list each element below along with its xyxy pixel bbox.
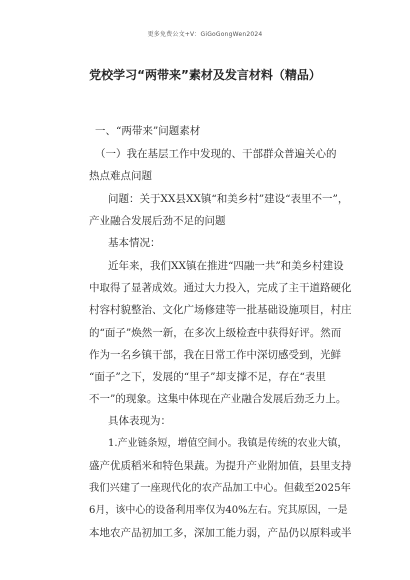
paragraph-line: 6月，该中心的设备利用率仅为40%左右。究其原因，一是 [89, 505, 348, 516]
paragraph-line: 热点难点问题 [89, 170, 152, 182]
label-line: 具体表现为： [108, 415, 171, 427]
paragraph-line: 问题：关于XX县XX镇“和美乡村”建设“表里不一”， [108, 193, 349, 205]
paragraph-line: 我们兴建了一座现代化的农产品加工中心。但截至2025年 [89, 482, 351, 494]
paragraph-line: 产业融合发展后劲不足的问题 [89, 215, 226, 227]
document-title: 党校学习“两带来”素材及发言材料（精品） [89, 68, 321, 82]
paragraph-line: 的“面子”焕然一新，在多次上级检查中获得好评。然而 [89, 327, 342, 339]
paragraph-line: 不一”的现象。这集中体现在产业融合发展后劲乏力上。 [89, 393, 347, 405]
paragraph-line: 1.产业链条短，增值空间小。我镇是传统的农业大镇， [108, 438, 348, 449]
header-note: 更多免费公文+V：GiGoGongWen2024 [147, 31, 263, 38]
paragraph-line: 作为一名乡镇干部，我在日常工作中深切感受到，光鲜 [89, 349, 341, 361]
paragraph-line: 盛产优质稻米和特色果蔬。为提升产业附加值，县里支持 [89, 460, 352, 472]
label-line: 基本情况： [108, 237, 161, 249]
subsection-heading: （一）我在基层工作中发现的、干部群众普遍关心的 [95, 148, 337, 160]
paragraph-line: “面子”之下，发展的“里子”却支撑不足，存在“表里 [89, 371, 326, 383]
paragraph-line: 本地农产品初加工多，深加工能力弱，产品仍以原料或半 [89, 527, 352, 539]
paragraph-line: 中取得了显著成效。通过大力投入，完成了主干道路硬化 [89, 282, 352, 294]
paragraph-line: 村容村貌整治、文化广场修建等一批基础设施项目，村庄 [89, 304, 352, 316]
paragraph-line: 近年来，我们XX镇在推进“四融一共”和美乡村建设 [108, 260, 344, 272]
section-heading: 一、“两带来”问题素材 [95, 125, 201, 137]
